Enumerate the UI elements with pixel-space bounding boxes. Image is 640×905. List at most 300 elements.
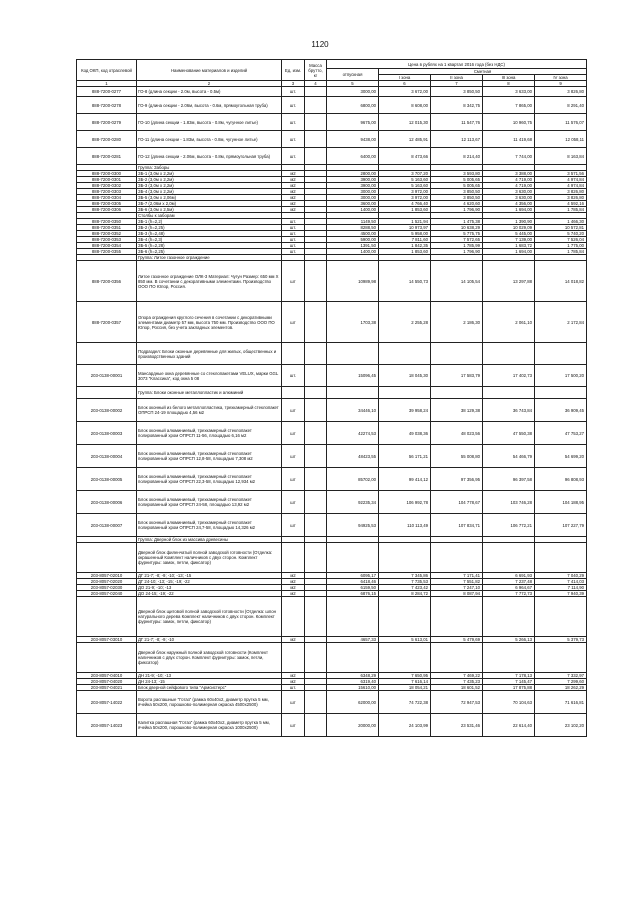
cell-price-zone-1: 2 255,28 [379,302,431,343]
cell-unit [282,343,305,365]
cell-price-zone-3: 10 029,09 [483,225,535,231]
cell-price-zone-3: 7 237,48 [483,579,535,585]
cell-price-release [327,387,379,399]
cell-price-zone-2: 1 796,90 [431,249,483,255]
cell-code: 888-7200-0302 [77,183,137,189]
cell-price-zone-4: 4 974,84 [535,177,587,183]
cell-price-zone-4: 5 379,73 [535,637,587,643]
cell-unit: шт. [282,685,305,691]
cell-price-zone-3: 6 691,93 [483,573,535,579]
header-mass: Масса брутто, кг [305,60,327,81]
cell-unit: м2 [282,673,305,679]
cell-price-zone-4: 1 785,84 [535,249,587,255]
cell-price-zone-2: 48 023,56 [431,422,483,445]
cell-price-zone-1 [379,387,431,399]
header-zone-2: II зона [431,75,483,81]
cell-name: Дверной блок филенчатый полной заводской готовности (Отделка: окрашенный Комплект наличников с двух сторон. Комплект фурнитуры: замок, петли, фиксатор) [137,543,282,573]
cell-name: Группа: Литое газонное ограждение [137,255,282,261]
header-code: Код ОКП, код отраслевой [77,60,137,81]
cell-price-zone-2 [431,643,483,673]
header-zone-1: I зона [379,75,431,81]
cell-price-zone-3: 4 356,00 [483,201,535,207]
cell-price-zone-1: 10 973,97 [379,225,431,231]
cell-price-zone-3: 3 388,00 [483,171,535,177]
cell-price-release: 34446,10 [327,399,379,422]
cell-price-release: 9438,00 [327,131,379,148]
cell-name: Группа: Блоки оконные металлопластик и алюминий [137,387,282,399]
cell-price-release: 6876,15 [327,591,379,597]
cell-name: Группа: Заборы [137,165,282,171]
cell-price-zone-4: 107 227,79 [535,514,587,537]
cell-price-zone-2: 3 850,50 [431,87,483,97]
cell-code: 888-7200-0304 [77,195,137,201]
table-row [77,302,587,343]
cell-code: 888-7200-0306 [77,207,137,213]
cell-price-zone-3: 1 683,72 [483,243,535,249]
cell-unit: шт [282,691,305,714]
cell-price-release: 3000,00 [327,189,379,195]
cell-price-zone-4: 36 909,45 [535,399,587,422]
column-number: 5 [327,81,379,87]
cell-price-zone-3: 4 719,00 [483,183,535,189]
cell-name: ЗБ-3 (h=2,48) [137,231,282,237]
cell-price-zone-3: 17 875,88 [483,685,535,691]
cell-name: ДН 21-9; -10; -13 [137,673,282,679]
cell-price-zone-1: 7 811,60 [379,237,431,243]
table-row [77,514,587,537]
cell-unit: шт. [282,225,305,231]
cell-code: 888-7200-0277 [77,87,137,97]
cell-price-zone-2: 12 113,67 [431,131,483,148]
cell-name: ДО 24-15; -19; -22 [137,591,282,597]
cell-name: Калитка распашная "Готаз" (рамка 60х40х2, диаметр прутка 5 мм, ячейка 50х200, порошково-полимерная окраска 1000х2500) [137,714,282,737]
cell-price-zone-4: 7 114,90 [535,585,587,591]
cell-unit: м2 [282,579,305,585]
cell-price-zone-1: 110 113,49 [379,514,431,537]
cell-unit [282,387,305,399]
cell-unit: шт [282,714,305,737]
cell-price-zone-4: 1 785,84 [535,207,587,213]
cell-unit: шт. [282,237,305,243]
cell-unit: м2 [282,679,305,685]
cell-price-release: 6095,17 [327,573,379,579]
cell-unit: шт. [282,97,305,114]
cell-mass [305,543,327,573]
cell-mass [305,261,327,302]
cell-unit: шт [282,491,305,514]
cell-price-release: 5900,00 [327,237,379,243]
cell-code: 888-7200-0279 [77,114,137,131]
cell-code: 203-8057-04020 [77,679,137,685]
cell-price-zone-2 [431,597,483,637]
cell-price-zone-1: 7 423,42 [379,585,431,591]
cell-price-release: 3000,00 [327,195,379,201]
table-row [77,114,587,131]
cell-price-release: 6159,50 [327,585,379,591]
cell-price-zone-3: 10 960,75 [483,114,535,131]
cell-price-zone-2: 3 593,80 [431,171,483,177]
cell-price-zone-3: 7 865,00 [483,97,535,114]
cell-name: Ворота распашные "Готаз" (рамка 60х40х2, диаметр прутка 5 мм, ячейка 50х200, порошково-полимерная окраска 4500х2500) [137,691,282,714]
cell-price-zone-4: 23 102,20 [535,714,587,737]
cell-price-zone-4: 1 466,30 [535,219,587,225]
cell-unit: шт. [282,87,305,97]
table-row [77,365,587,387]
cell-unit [282,543,305,573]
cell-code: 203-8057-14023 [77,714,137,737]
cell-price-zone-2: 7 469,22 [431,673,483,679]
cell-mass [305,399,327,422]
cell-name: ЗБ-6 (3,0м х 2,5м) [137,207,282,213]
cell-price-zone-3: 5 266,13 [483,637,535,643]
cell-price-release: 48423,55 [327,445,379,468]
cell-price-release: 6348,29 [327,673,379,679]
cell-name: ЗБ-1 (3,0м х 2,2м) [137,171,282,177]
cell-name: Дверной блок щитовой полной заводской готовности (Отделка: шпон натурального дерева Комплект наличников с двух сторон. Комплект фурнитуры: замок, петли, фиксатор) [137,597,282,637]
header-estimate: Сметная [379,69,587,75]
cell-price-zone-4: 8 291,40 [535,97,587,114]
column-number: 1 [77,81,137,87]
cell-code: 888-7200-0355 [77,249,137,255]
cell-name: Мансардные окна деревянные со стеклопакетами VELUX, марки GGL 3073 "Классика", код окна 5 08 [137,365,282,387]
cell-price-zone-1 [379,543,431,573]
cell-price-zone-1: 3 707,20 [379,171,431,177]
cell-name: Подраздел: Блоки оконные деревянные для жилых, общественных и производственных зданий [137,343,282,365]
cell-price-release [327,343,379,365]
cell-code: 888-7200-0357 [77,302,137,343]
cell-unit: шт [282,422,305,445]
cell-price-release: 1149,50 [327,219,379,225]
cell-price-release: 6400,00 [327,148,379,165]
cell-price-zone-4: 4 592,16 [535,201,587,207]
cell-price-zone-4: 96 808,93 [535,468,587,491]
cell-code [77,543,137,573]
cell-price-zone-4: 3 826,80 [535,189,587,195]
cell-code: 888-7200-0278 [77,97,137,114]
cell-name: Блок оконный из белого металлопластика, трехкамерный стеклопакет ОПРСП 24-19 площадью 4,56 м2 [137,399,282,422]
cell-code: 888-7200-0301 [77,177,137,183]
cell-unit: шт. [282,249,305,255]
header-zone-4: IV зона [535,75,587,81]
cell-price-zone-3: 5 445,00 [483,231,535,237]
cell-name: ДГ 21-7; -8; -9; -10 [137,637,282,643]
cell-price-zone-2: 1 796,90 [431,207,483,213]
cell-name: ГО-11 (длина секции - 1.83м, высота - 0.8м, чугунное литье) [137,131,282,148]
cell-name: ДН 24-13; -15 [137,679,282,685]
cell-price-zone-1: 74 722,38 [379,691,431,714]
cell-price-zone-1: 8 608,00 [379,97,431,114]
cell-code: 888-7200-0356 [77,261,137,302]
table-row [77,445,587,468]
cell-name: ЗБ-3 (3,0м х 2,2м) [137,183,282,189]
cell-code [77,343,137,365]
column-number: 6 [379,81,431,87]
cell-unit: м2 [282,637,305,643]
cell-price-zone-1: 106 992,78 [379,491,431,514]
cell-code: 203-8057-04021 [77,685,137,691]
cell-mass [305,148,327,165]
cell-price-zone-4: 14 018,82 [535,261,587,302]
cell-unit: шт. [282,148,305,165]
column-number: 8 [483,81,535,87]
cell-name: Блок оконный алюминиевый, трехкамерный стеклопакет полированный хром ОПРСП 24-58, площадью 13,92 м2 [137,491,282,514]
cell-price-zone-2: 17 583,79 [431,365,483,387]
cell-unit [282,643,305,673]
cell-unit: шт. [282,219,305,225]
cell-price-zone-1: 5 613,01 [379,637,431,643]
cell-price-zone-2: 5 775,75 [431,231,483,237]
cell-code: 888-7200-0280 [77,131,137,148]
cell-price-release [327,543,379,573]
cell-price-zone-3: 6 964,67 [483,585,535,591]
table-row [77,399,587,422]
cell-code: 203-0138-00007 [77,514,137,537]
cell-price-zone-3: 13 297,88 [483,261,535,302]
cell-price-zone-2: 107 834,71 [431,514,483,537]
cell-price-zone-3: 7 139,00 [483,237,535,243]
cell-unit [282,597,305,637]
cell-price-zone-1 [379,343,431,365]
cell-price-zone-3 [483,343,535,365]
cell-price-zone-1: 7 650,95 [379,673,431,679]
cell-code: 203-8057-02030 [77,585,137,591]
cell-unit: шт [282,514,305,537]
cell-price-release: 94925,53 [327,514,379,537]
cell-price-zone-1: 3 972,00 [379,189,431,195]
cell-price-release: 9675,00 [327,114,379,131]
cell-price-zone-4 [535,643,587,673]
cell-mass [305,422,327,445]
table-body [77,87,587,737]
cell-price-zone-4: 54 699,20 [535,445,587,468]
cell-unit: шт [282,468,305,491]
cell-price-release [327,597,379,637]
cell-name: ЗБ-1 (h=2,2) [137,219,282,225]
cell-code: 888-7200-0281 [77,148,137,165]
column-number: 9 [535,81,587,87]
cell-code: 203-8057-04010 [77,673,137,679]
cell-mass [305,114,327,131]
cell-price-zone-4: 104 188,95 [535,491,587,514]
cell-unit: шт. [282,231,305,237]
cell-price-zone-1: 7 345,86 [379,573,431,579]
cell-price-zone-3: 1 390,90 [483,219,535,225]
cell-price-zone-4: 5 740,20 [535,231,587,237]
cell-price-release: 3900,00 [327,183,379,189]
cell-name: ДГ 21-7; -8; -9; -10; -13; -15 [137,573,282,579]
cell-price-zone-2: 8 342,75 [431,97,483,114]
cell-name: ЗБ-5 (3,0м х 2,06м) [137,195,282,201]
cell-price-zone-4: 17 500,20 [535,365,587,387]
cell-price-zone-2: 8 087,94 [431,591,483,597]
cell-price-release: 1391,50 [327,243,379,249]
header-unit: Ед. изм. [282,60,305,81]
cell-price-zone-3 [483,643,535,673]
cell-price-zone-3: 70 104,63 [483,691,535,714]
cell-unit: шт. [282,114,305,131]
cell-code: 203-0138-00003 [77,422,137,445]
cell-name: ГО-8 (длина секции - 2.0м, высота - 0.5м) [137,87,282,97]
cell-code: 203-0138-00006 [77,491,137,514]
cell-code: 888-7200-0350 [77,219,137,225]
cell-price-zone-1: 18 045,30 [379,365,431,387]
cell-price-zone-2: 7 247,10 [431,585,483,591]
table-row [77,643,587,673]
cell-price-zone-2: 72 947,53 [431,691,483,714]
cell-price-zone-3: 36 743,84 [483,399,535,422]
cell-code: 888-7200-0352 [77,231,137,237]
cell-price-zone-4: 3 571,56 [535,171,587,177]
cell-mass [305,365,327,387]
table-row [77,422,587,445]
cell-price-zone-2: 104 778,67 [431,491,483,514]
cell-name: ЗБ-2 (h=2,25) [137,225,282,231]
cell-price-release: 6800,00 [327,97,379,114]
cell-name: ЗБ-4 (h=2,3) [137,237,282,243]
cell-mass [305,643,327,673]
table-row [77,131,587,148]
cell-price-zone-3 [483,543,535,573]
cell-name: Блок оконный алюминиевый, трехкамерный стеклопакет полированный хром ОПРСП 12,8-58, площадью 7,308 м2 [137,445,282,468]
cell-price-zone-3: 11 419,68 [483,131,535,148]
cell-price-release: 6418,46 [327,579,379,585]
cell-price-zone-4: 12 058,11 [535,131,587,148]
cell-name: Литое газонное ограждение ОЛК-3 Материал: Чугун Размер: 650 мм Х 850 мм. В сочетании с декоративными элементами. Производство ООО ПО Юпор, Россия. [137,261,282,302]
cell-price-zone-1: 7 616,14 [379,679,431,685]
cell-price-zone-2 [431,543,483,573]
cell-price-zone-4: 7 526,04 [535,237,587,243]
cell-price-zone-3 [483,387,535,399]
cell-name: Блок оконный алюминиевый, трехкамерный стеклопакет полированный хром ОПРСП 22,3-58, площадью 12,934 м2 [137,468,282,491]
header-name: Наименование материалов и изделий [137,60,282,81]
cell-price-zone-3: 1 694,00 [483,249,535,255]
cell-price-zone-4: 18 262,29 [535,685,587,691]
cell-price-release: 62000,00 [327,691,379,714]
cell-name: Столбы к заборам [137,213,282,219]
cell-price-zone-1: 12 015,30 [379,114,431,131]
cell-mass [305,514,327,537]
cell-price-zone-2 [431,343,483,365]
cell-unit: шт [282,261,305,302]
cell-price-zone-1: 4 766,40 [379,201,431,207]
cell-price-zone-1: 5 163,60 [379,177,431,183]
cell-price-zone-3: 54 466,79 [483,445,535,468]
cell-mass [305,302,327,343]
cell-price-zone-3: 3 633,00 [483,87,535,97]
cell-price-zone-1: 3 672,00 [379,87,431,97]
cell-code: 203-0138-00005 [77,468,137,491]
cell-price-zone-3: 1 694,00 [483,207,535,213]
cell-price-release: 8288,50 [327,225,379,231]
cell-price-zone-2: 23 531,46 [431,714,483,737]
table-row [77,261,587,302]
cell-unit: м2 [282,585,305,591]
table-row [77,491,587,514]
cell-price-zone-1: 56 171,21 [379,445,431,468]
table-row [77,387,587,399]
cell-price-zone-4: 10 572,81 [535,225,587,231]
cell-name: ГО-12 (длина секции - 2.06м, высота - 0.8м, прямоугольная труба) [137,148,282,165]
cell-price-zone-1: 1 853,60 [379,207,431,213]
cell-mass [305,597,327,637]
cell-price-zone-4 [535,597,587,637]
cell-unit: шт. [282,131,305,148]
cell-price-zone-2: 97 356,95 [431,468,483,491]
cell-price-zone-2 [431,387,483,399]
cell-price-release: 3900,00 [327,177,379,183]
cell-price-zone-4: 7 040,29 [535,573,587,579]
cell-unit: м2 [282,177,305,183]
cell-unit: шт [282,399,305,422]
cell-price-zone-3: 3 630,00 [483,189,535,195]
price-table [76,59,587,737]
cell-name: ДО 21-9; -10; -13 [137,585,282,591]
cell-unit: м2 [282,201,305,207]
cell-name: ЗБ-5 (h=2,28) [137,243,282,249]
cell-price-zone-3: 7 744,00 [483,148,535,165]
page-number: 1120 [311,40,329,49]
cell-price-release: 1400,00 [327,207,379,213]
cell-price-release: 3600,00 [327,201,379,207]
cell-price-zone-2: 3 850,50 [431,195,483,201]
cell-unit: м2 [282,573,305,579]
cell-code [77,597,137,637]
column-number: 3 [282,81,305,87]
cell-code: 888-7200-0353 [77,237,137,243]
cell-price-release: 1703,38 [327,302,379,343]
cell-code: 203-8057-02010 [77,573,137,579]
cell-price-zone-1: 5 163,60 [379,183,431,189]
cell-price-zone-3: 7 178,13 [483,673,535,679]
cell-price-zone-4: 4 974,84 [535,183,587,189]
cell-unit: м2 [282,195,305,201]
cell-mass [305,468,327,491]
cell-price-zone-4 [535,387,587,399]
cell-price-zone-2: 2 186,30 [431,302,483,343]
cell-price-zone-3: 22 614,40 [483,714,535,737]
cell-name: ЗБ-6 (h=2,25) [137,249,282,255]
cell-code: 888-7200-0303 [77,189,137,195]
cell-code: 888-7200-0354 [77,243,137,249]
cell-price-zone-1: 1 842,35 [379,243,431,249]
cell-price-zone-3 [483,597,535,637]
cell-price-zone-1: 39 958,24 [379,399,431,422]
cell-name: ГО-10 (длина секции - 1.83м, высота - 0.8м, чугунное литье) [137,114,282,131]
cell-price-zone-4: 7 940,39 [535,591,587,597]
column-number: 2 [137,81,282,87]
cell-name: Блок оконный алюминиевый, трехкамерный стеклопакет полированный хром ОПРСП 24,7-58, площадью 14,326 м2 [137,514,282,537]
cell-mass [305,491,327,514]
cell-code: 203-0138-00001 [77,365,137,387]
cell-price-zone-4 [535,543,587,573]
cell-price-zone-2: 14 105,54 [431,261,483,302]
cell-code: 888-7200-0300 [77,171,137,177]
cell-price-zone-2: 18 601,52 [431,685,483,691]
cell-price-zone-4: 7 299,60 [535,679,587,685]
cell-price-zone-4: 71 616,81 [535,691,587,714]
cell-price-zone-1: 1 853,60 [379,249,431,255]
cell-price-zone-1 [379,643,431,673]
cell-price-release: 4500,00 [327,231,379,237]
cell-price-release: 10989,98 [327,261,379,302]
cell-price-zone-4: 3 826,80 [535,87,587,97]
header-zone-3: III зона [483,75,535,81]
cell-price-release: 85702,00 [327,468,379,491]
cell-mass [305,343,327,365]
cell-mass [305,131,327,148]
cell-price-zone-1: 12 485,91 [379,131,431,148]
cell-price-zone-3: 103 746,28 [483,491,535,514]
